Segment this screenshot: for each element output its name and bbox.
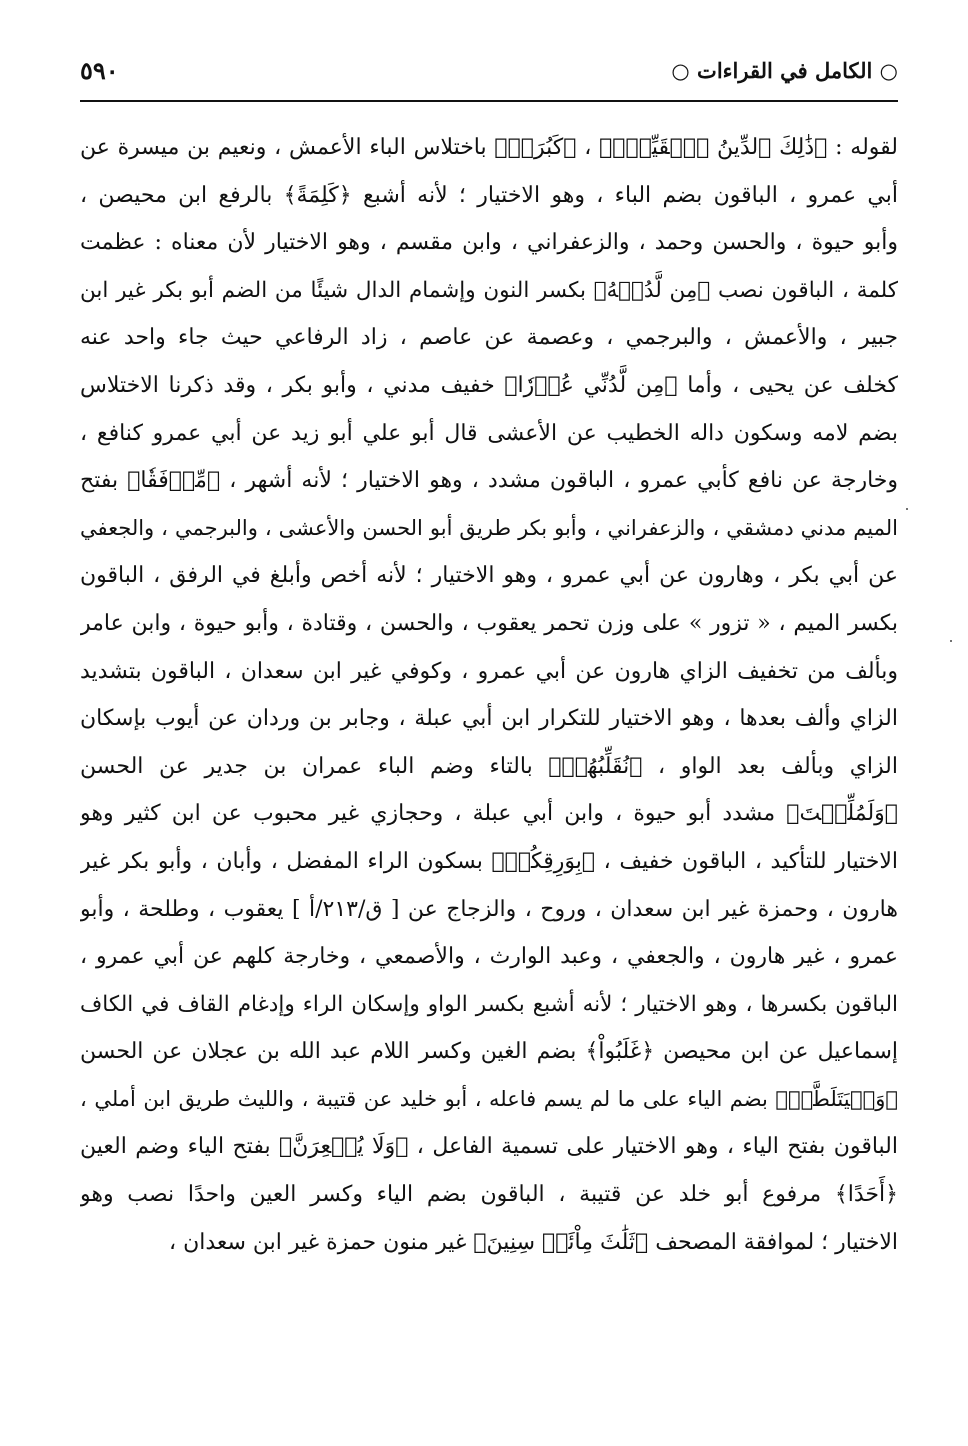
text-line: الباقون بكسرها ، وهو الاختيار ؛ لأنه أشبع بكسر الواو وإسكان الراء وإدغام القاف في الكاف (80, 991, 898, 1017)
text-line: بضم لامه وسكون داله الخطيب عن الأعشى قال أبو علي أبو زيد عن أبي عمرو كنافع ، (80, 420, 898, 446)
text-line: عن أبي بكر ، وهارون عن أبي عمرو ، وهو الاختيار ؛ لأنه أخص وأبلغ في الرفق ، الباقون (80, 563, 898, 589)
text-line: إسماعيل عن ابن محيصن ﴿غَلَبُواْ﴾ بضم الغين وكسر اللام عبد الله بن عجلان عن الحسن (80, 1039, 898, 1065)
text-line: عمرو ، غير هارون ، والجعفي ، وعبد الوارث ، والأصمعي ، وخارجة كلهم عن أبي عمرو ، (80, 944, 898, 970)
text-line: الباقون بفتح الياء ، وهو الاختيار على تسمية الفاعل ، ﴿وَلَا يُشۡعِرَنَّ﴾ بفتح الياء وضم العين (80, 1134, 898, 1160)
text-line: وأبو حيوة ، والحسن وحمد ، والزعفراني ، وابن مقسم ، وهو الاختيار لأن معناه : عظمت (80, 230, 898, 256)
text-line: كلمة ، الباقون نصب ﴿مِن لَّدُنۡهُ﴾ بكسر النون وإشمام الدال شيئًا من الضم أبو بكر غير ابن (80, 277, 898, 303)
scan-speck (950, 640, 952, 642)
running-title: ○ الكامل في القراءات ○ (671, 58, 898, 83)
text-line: ﴿وَلۡيَتَلَطَّفۡ﴾ بضم الياء على ما لم يسم فاعله ، أبو خليد عن قتيبة ، والليث طريق ابن أملي ، (80, 1086, 898, 1111)
text-line: الاختيار للتأكيد ، الباقون خفيف ، ﴿بِوَرِقِكُمۡ﴾ بسكون الراء المفضل ، وأبان ، وأبو بكر غير (80, 848, 898, 874)
text-line: هارون ، وحمزة غير ابن سعدان ، وروح ، والزجاج عن [ ق/٢١٣/أ ] يعقوب ، وطلحة ، وأبو (80, 896, 898, 922)
text-line: وبألف من تخفيف الزاي هارون عن أبي عمرو ، وكوفي غير ابن سعدان ، الباقون بتشديد (80, 658, 898, 684)
page-number: ٥٩٠ (80, 56, 119, 85)
scan-speck (906, 508, 908, 510)
text-line: بكسر الميم ، « تزور » على وزن تحمر يعقوب ، والحسن ، وقتادة ، وأبو حيوة ، وابن عامر (80, 610, 898, 636)
text-line: ﴿أَحَدًا﴾ مرفوع أبو خلد عن قتيبة ، الباقون بضم الياء وكسر العين واحدًا نصب وهو (80, 1182, 898, 1208)
text-line: الميم مدني دمشقي ، والزعفراني ، وأبو بكر طريق أبو الحسن والأعشى ، والبرجمي ، والجعفي (80, 515, 898, 540)
body-text (80, 124, 898, 1266)
text-line: أبي عمرو ، الباقون بضم الباء ، وهو الاختيار ؛ لأنه أشبع ﴿كَلِمَةً﴾ بالرفع ابن محيصن ، (80, 182, 898, 208)
text-line: الزاي وألف بعدها ، وهو الاختيار للتكرار ابن أبي عبلة ، وجابر بن وردان عن أيوب بإسكان (80, 706, 898, 732)
text-line: جبير ، والأعمش ، والبرجمي ، وعصمة عن عاصم ، زاد الرفاعي حيث جاء واحد عنه (80, 325, 898, 351)
text-line: الاختيار ؛ لموافقة المصحف ﴿ثَلَٰثَ مِاْئَةٖ سِنِينَ﴾ غير منون حمزة غير ابن سعدان ، (168, 1229, 898, 1255)
text-line: وخارجة عن نافع كأبي عمرو ، الباقون مشدد ، وهو الاختيار ؛ لأنه أشهر ، ﴿مِّرۡفَقٗا﴾ بفتح (80, 468, 898, 494)
page-header (80, 56, 898, 96)
text-line: كخلف عن يحيى ، وأما ﴿مِن لَّدُنِّي عُذۡرٗا﴾ خفيف مدني ، وأبو بكر ، وقد ذكرنا الاختلاس (80, 372, 898, 398)
header-divider (80, 100, 898, 102)
text-line: لقوله : ﴿ذَٰلِكَ ٱلدِّينُ ٱلۡقَيِّمُۚ﴾ ، ﴿كَبُرَتۡ﴾ باختلاس الباء الأعمش ، ونعيم بن ميسرة عن (80, 135, 898, 160)
text-line: الزاي وبألف بعد الواو ، ﴿نُقَلِّبُهُمۡ﴾ بالتاء وضم الباء عمران بن جدير عن الحسن (80, 753, 898, 779)
text-line: ﴿وَلَمُلِّئۡتَ﴾ مشدد أبو حيوة ، وابن أبي عبلة ، وحجازي غير محبوب عن ابن كثير وهو (80, 801, 898, 827)
